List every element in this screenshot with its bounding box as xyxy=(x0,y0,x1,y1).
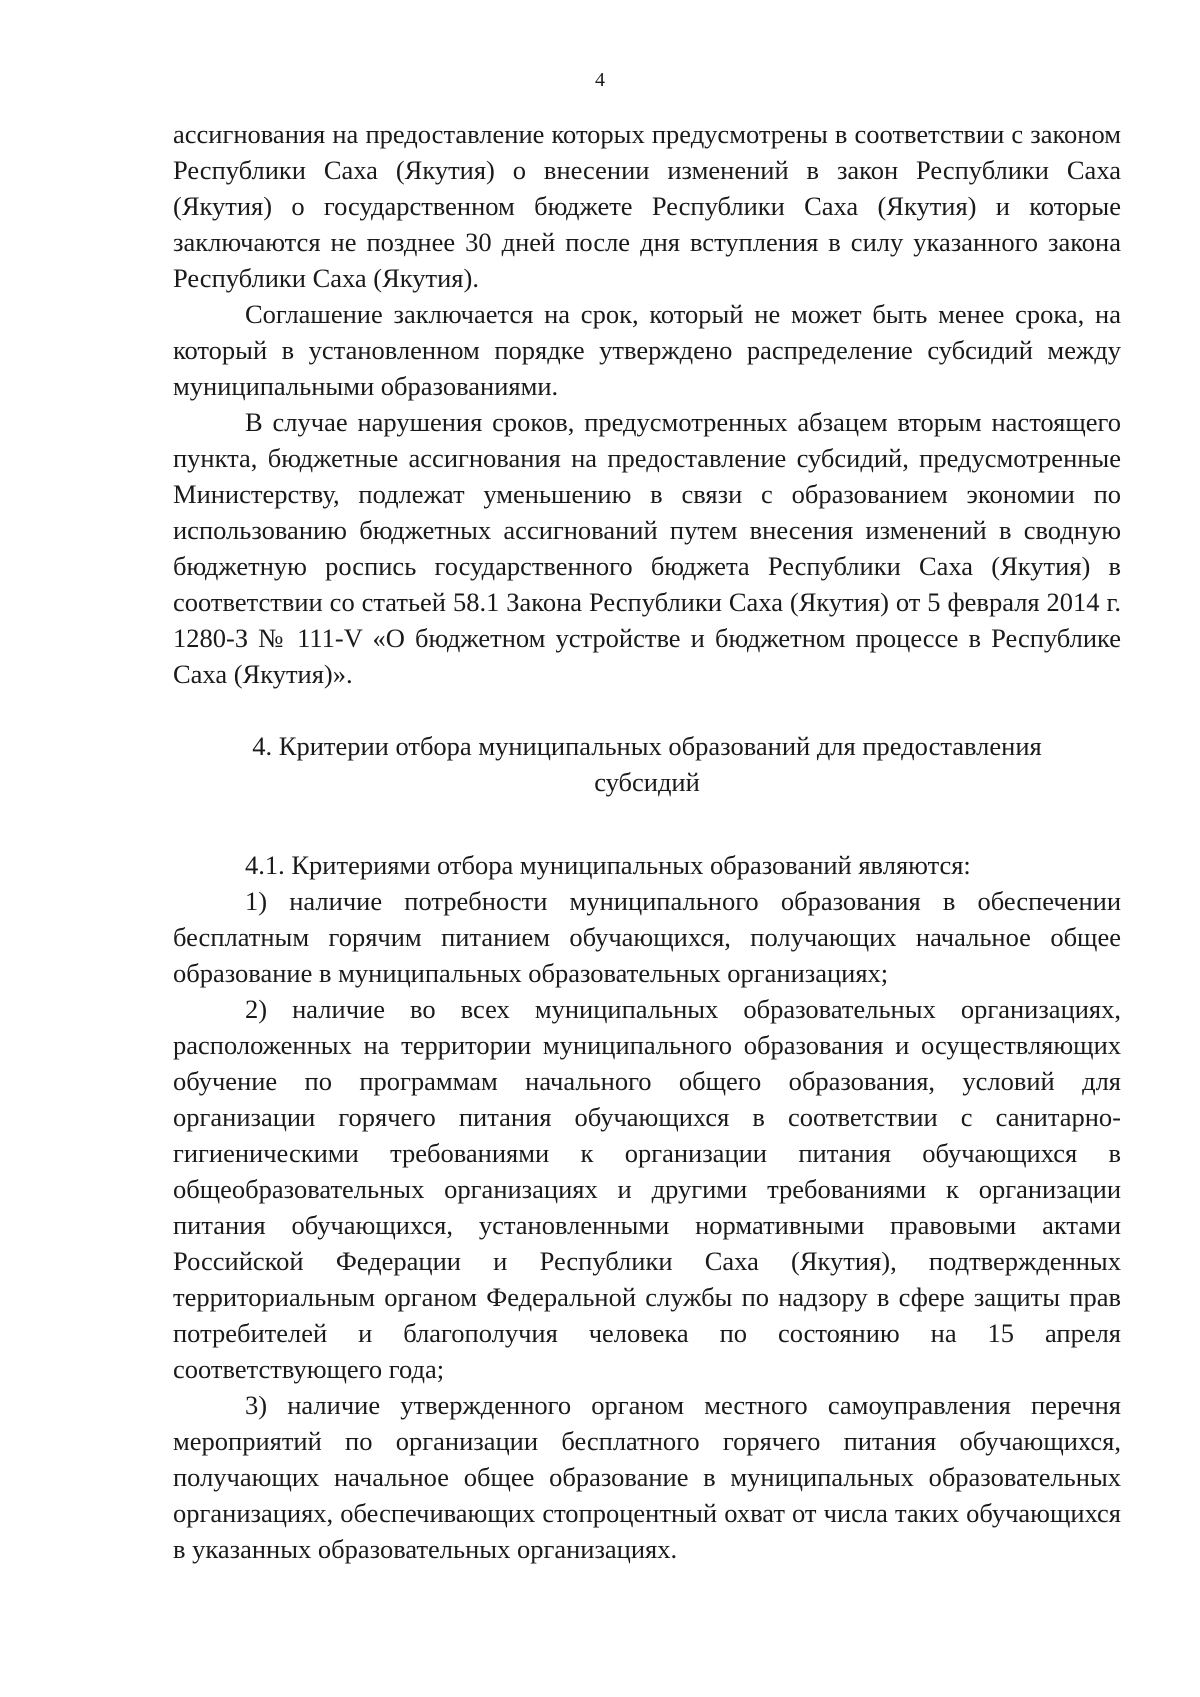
paragraph-continuation: ассигнования на предоставление которых предусмотрены в соответствии с законом Республики Саха (Якутия) о внесении изменений в закон Республики Саха (Якутия) о государственном бюджете Республики Саха (Якутия) и которые заключаются не позднее 30 дней после дня вступления в силу указанного закона Республики Саха (Якутия). xyxy=(173,119,1121,293)
paragraph-criteria-intro: 4.1. Критериями отбора муниципальных образований являются: xyxy=(245,850,971,880)
paragraph-violation: В случае нарушения сроков, предусмотренных абзацем вторым настоящего пункта, бюджетные ассигнования на предоставление субсидий, предусмотренные Министерству, подлежат уменьшению в связи с образованием экономии по использованию бюджетных ассигнований путем внесения изменений в сводную бюджетную роспись государственного бюджета Республики Саха (Якутия) в соответствии со статьей 58.1 Закона Республики Саха (Якутия) от 5 февраля 2014 г. 1280-З № 111-V «О бюджетном устройстве и бюджетном процессе в Республике Саха (Якутия)». xyxy=(173,407,1121,689)
document-body xyxy=(173,116,1121,1567)
paragraph-criterion-1: 1) наличие потребности муниципального образования в обеспечении бесплатным горячим питанием обучающихся, получающих начальное общее образование в муниципальных образовательных организациях; xyxy=(173,886,1121,988)
paragraph-criterion-2: 2) наличие во всех муниципальных образовательных организациях, расположенных на территории муниципального образования и осуществляющих обучение по программам начального общего образования, условий для организации горячего питания обучающихся в соответствии с санитарно-гигиеническими требованиями к организации питания обучающихся в общеобразовательных организациях и другими требованиями к организации питания обучающихся, установленными нормативными правовыми актами Российской Федерации и Республики Саха (Якутия), подтвержденных территориальным органом Федеральной службы по надзору в сфере защиты прав потребителей и благополучия человека по состоянию на 15 апреля соответствующего года; xyxy=(173,994,1121,1384)
paragraph-agreement-term: Соглашение заключается на срок, который не может быть менее срока, на который в установленном порядке утверждено распределение субсидий между муниципальными образованиями. xyxy=(173,299,1121,401)
paragraph-criterion-3: 3) наличие утвержденного органом местного самоуправления перечня мероприятий по организации бесплатного горячего питания обучающихся, получающих начальное общее образование в муниципальных образовательных организациях, обеспечивающих стопроцентный охват от числа таких обучающихся в указанных образовательных организациях. xyxy=(173,1390,1121,1564)
page-number: 4 xyxy=(595,69,605,91)
section-heading: 4. Критерии отбора муниципальных образований для предоставления субсидий xyxy=(252,731,1042,797)
